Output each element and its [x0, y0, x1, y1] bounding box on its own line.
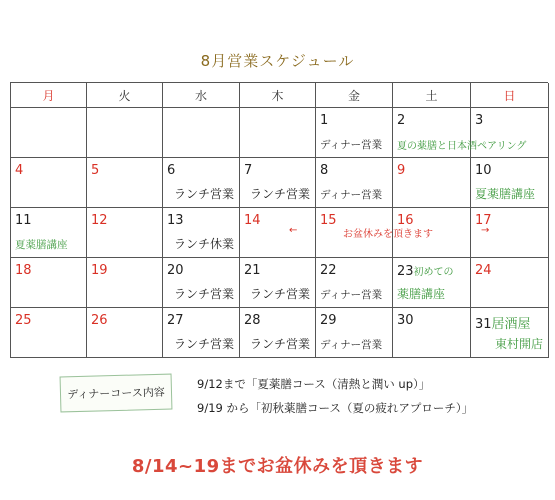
day-number: 27 [167, 313, 184, 328]
holiday-span-text: お盆休みを頂きます [343, 229, 433, 240]
day-number: 6 [167, 163, 176, 178]
dinner-course-label-box [60, 374, 173, 413]
holiday-span-note [241, 213, 492, 243]
day-cell-28 [240, 308, 316, 358]
day-cell-1 [316, 108, 393, 158]
day-number: 10 [475, 163, 492, 178]
event-lunch-closed: ランチ休業 [173, 237, 234, 251]
course-line-2: 9/19 から「初秋薬膳コース（夏の疲れアプローチ）」 [197, 401, 474, 415]
dinner-course-label: ディナーコース内容 [67, 385, 165, 402]
empty-day-cell [11, 108, 87, 158]
day-number: 1 [320, 113, 329, 128]
day-number: 13 [167, 213, 184, 228]
day-cell-7 [240, 158, 316, 208]
day-cell-20 [163, 258, 240, 308]
weekday-header-tue: 火 [87, 83, 163, 108]
arrow-right-icon: → [481, 225, 490, 236]
day-number: 5 [91, 163, 100, 178]
day-number: 26 [91, 313, 108, 328]
day-number: 2 [397, 113, 406, 128]
day-cell-11 [11, 208, 87, 258]
event-pairing: 夏の薬膳と日本酒ペアリング [397, 141, 527, 152]
day-cell-22 [316, 258, 393, 308]
day-number: 29 [320, 313, 337, 328]
event-lunch: ランチ営業 [249, 187, 310, 201]
day-number: 14 [244, 213, 261, 228]
event-herbal-course: 夏薬膳講座 [475, 187, 536, 201]
day-cell-23 [393, 258, 471, 308]
arrow-left-icon: ← [289, 225, 298, 236]
event-izakaya-tag: 居酒屋 [491, 317, 531, 332]
day-number: 21 [244, 263, 261, 278]
weekday-header-sat: 土 [393, 83, 471, 108]
day-cell-18 [11, 258, 87, 308]
page-title: 8月営業スケジュール [200, 52, 355, 70]
weekday-header-sun: 日 [471, 83, 549, 108]
day-number: 4 [15, 163, 24, 178]
day-number: 23 [397, 264, 414, 279]
day-cell-19 [87, 258, 163, 308]
course-line-1: 9/12まで「夏薬膳コース（清熱と潤い up）」 [197, 377, 431, 391]
holiday-announcement: 8/14~19までお盆休みを頂きます [131, 456, 424, 477]
empty-day-cell [87, 108, 163, 158]
day-cell-24 [471, 258, 549, 308]
day-cell-3 [471, 108, 549, 158]
weekday-header-wed: 水 [163, 83, 240, 108]
day-cell-31 [471, 308, 549, 358]
event-izakaya-open: 東村開店 [494, 337, 543, 351]
day-number: 15 [320, 213, 337, 228]
weekday-header-mon: 月 [11, 83, 87, 108]
day-number: 8 [320, 163, 329, 178]
day-number: 24 [475, 263, 492, 278]
day-cell-10 [471, 158, 549, 208]
day-cell-5 [87, 158, 163, 208]
day-number: 12 [91, 213, 108, 228]
event-dinner: ディナー営業 [320, 289, 383, 301]
day-number: 18 [15, 263, 32, 278]
day-number: 20 [167, 263, 184, 278]
event-lunch: ランチ営業 [249, 287, 310, 301]
event-lunch: ランチ営業 [173, 337, 234, 351]
day-number: 7 [244, 163, 253, 178]
day-cell-21 [240, 258, 316, 308]
day-number: 9 [397, 163, 406, 178]
event-first-course: 薬膳講座 [397, 287, 446, 301]
day-cell-2 [393, 108, 527, 158]
event-dinner: ディナー営業 [320, 139, 383, 151]
event-lunch: ランチ営業 [173, 187, 234, 201]
event-first-tag: 初めての [413, 267, 454, 278]
day-cell-12 [87, 208, 163, 258]
day-number: 19 [91, 263, 108, 278]
day-cell-30 [393, 308, 471, 358]
event-lunch: ランチ営業 [249, 337, 310, 351]
weekday-header-fri: 金 [316, 83, 393, 108]
weekday-header-thu: 木 [240, 83, 316, 108]
day-number: 31 [475, 317, 492, 332]
day-cell-8 [316, 158, 393, 208]
day-number: 30 [397, 313, 414, 328]
day-number: 16 [397, 213, 414, 228]
day-cell-6 [163, 158, 240, 208]
day-number-with-tag [397, 263, 454, 279]
empty-day-cell [240, 108, 316, 158]
day-number: 17 [475, 213, 492, 228]
day-cell-26 [87, 308, 163, 358]
day-number: 25 [15, 313, 32, 328]
day-cell-29 [316, 308, 393, 358]
event-dinner: ディナー営業 [320, 339, 383, 351]
day-number: 11 [15, 213, 32, 228]
day-number: 22 [320, 263, 337, 278]
day-number: 28 [244, 313, 261, 328]
day-cell-13 [163, 208, 240, 258]
day-cell-4 [11, 158, 87, 208]
event-herbal-course: 夏薬膳講座 [15, 239, 68, 251]
day-cell-25 [11, 308, 87, 358]
event-dinner: ディナー営業 [320, 189, 383, 201]
empty-day-cell [163, 108, 240, 158]
day-cell-9 [393, 158, 471, 208]
day-cell-27 [163, 308, 240, 358]
event-lunch: ランチ営業 [173, 287, 234, 301]
day-number: 3 [475, 113, 484, 128]
day-number-with-tag [475, 313, 531, 332]
